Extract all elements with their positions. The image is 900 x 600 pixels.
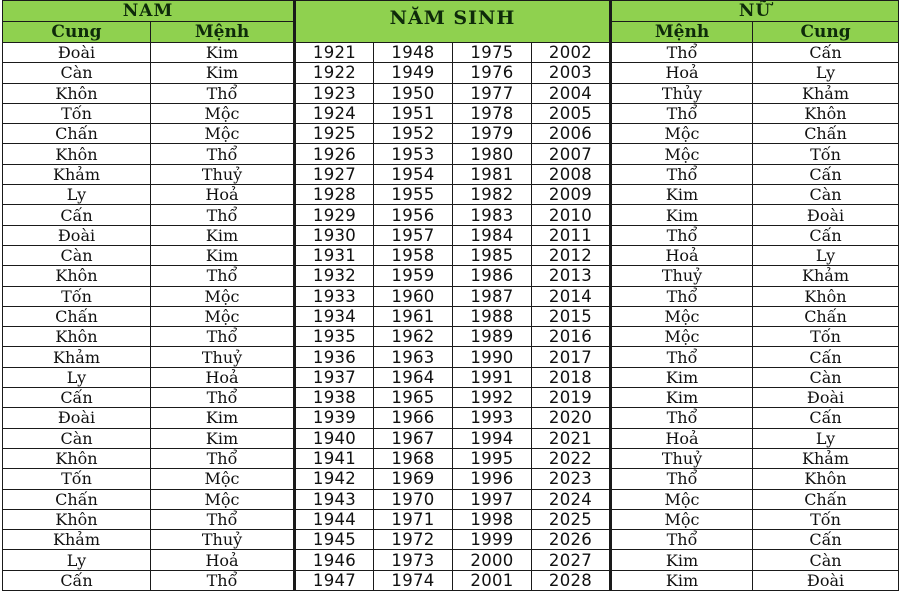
year-cell: 1968 (374, 448, 453, 468)
nu-menh-cell: Thổ (611, 469, 753, 489)
nu-menh-cell: Thổ (611, 530, 753, 550)
year-cell: 2017 (532, 347, 611, 367)
year-cell: 1962 (374, 327, 453, 347)
year-cell: 1999 (453, 530, 532, 550)
year-cell: 1994 (453, 428, 532, 448)
nu-menh-cell: Kim (611, 550, 753, 570)
table-row (3, 266, 899, 286)
table-row (3, 408, 899, 428)
year-cell: 1973 (374, 550, 453, 570)
table-row (3, 489, 899, 509)
year-cell: 1952 (374, 124, 453, 144)
nam-cung-cell: Cấn (3, 388, 151, 408)
nam-cung-cell: Khôn (3, 448, 151, 468)
nam-cung-cell: Đoài (3, 408, 151, 428)
year-cell: 2010 (532, 205, 611, 225)
year-cell: 2000 (453, 550, 532, 570)
nu-menh-cell: Kim (611, 570, 753, 590)
year-cell: 2023 (532, 469, 611, 489)
table-body (3, 43, 899, 591)
year-cell: 1925 (295, 124, 374, 144)
nu-menh-cell: Thổ (611, 225, 753, 245)
year-cell: 1964 (374, 367, 453, 387)
table-row (3, 63, 899, 83)
nu-cung-cell: Ly (753, 428, 899, 448)
header-nu-menh: Mệnh (611, 22, 753, 43)
year-cell: 2003 (532, 63, 611, 83)
year-cell: 1942 (295, 469, 374, 489)
year-cell: 1989 (453, 327, 532, 347)
table-row (3, 327, 899, 347)
nu-cung-cell: Càn (753, 367, 899, 387)
nu-cung-cell: Chấn (753, 489, 899, 509)
nam-cung-cell: Khôn (3, 266, 151, 286)
year-cell: 1939 (295, 408, 374, 428)
year-cell: 1944 (295, 509, 374, 529)
nu-cung-cell: Càn (753, 550, 899, 570)
year-cell: 1932 (295, 266, 374, 286)
year-cell: 1927 (295, 164, 374, 184)
table-row (3, 347, 899, 367)
year-cell: 1961 (374, 306, 453, 326)
nam-cung-cell: Khảm (3, 530, 151, 550)
year-cell: 1984 (453, 225, 532, 245)
year-cell: 1921 (295, 43, 374, 63)
year-cell: 1978 (453, 103, 532, 123)
year-cell: 1933 (295, 286, 374, 306)
year-cell: 1945 (295, 530, 374, 550)
nu-cung-cell: Cấn (753, 164, 899, 184)
table-row (3, 306, 899, 326)
nu-menh-cell: Thổ (611, 286, 753, 306)
year-cell: 1954 (374, 164, 453, 184)
year-cell: 1990 (453, 347, 532, 367)
nam-menh-cell: Mộc (151, 286, 295, 306)
year-cell: 1985 (453, 245, 532, 265)
nu-menh-cell: Mộc (611, 124, 753, 144)
table-row (3, 225, 899, 245)
year-cell: 2018 (532, 367, 611, 387)
year-cell: 1976 (453, 63, 532, 83)
table-row (3, 448, 899, 468)
nam-menh-cell: Mộc (151, 103, 295, 123)
header-nu-cung: Cung (753, 22, 899, 43)
table-row (3, 428, 899, 448)
year-cell: 1951 (374, 103, 453, 123)
year-cell: 1967 (374, 428, 453, 448)
nu-cung-cell: Khôn (753, 469, 899, 489)
year-cell: 1993 (453, 408, 532, 428)
nu-menh-cell: Thổ (611, 164, 753, 184)
year-cell: 1991 (453, 367, 532, 387)
year-cell: 1975 (453, 43, 532, 63)
table-row (3, 367, 899, 387)
year-cell: 2007 (532, 144, 611, 164)
header-nam: NAM (3, 1, 295, 22)
table-row (3, 144, 899, 164)
table-row (3, 388, 899, 408)
table-row (3, 286, 899, 306)
nam-cung-cell: Càn (3, 428, 151, 448)
nu-menh-cell: Hoả (611, 245, 753, 265)
year-cell: 2025 (532, 509, 611, 529)
nu-cung-cell: Chấn (753, 306, 899, 326)
year-cell: 1974 (374, 570, 453, 590)
table-row (3, 550, 899, 570)
header-nam-sinh: NĂM SINH (295, 1, 611, 43)
year-cell: 1950 (374, 83, 453, 103)
year-cell: 2011 (532, 225, 611, 245)
nam-menh-cell: Thổ (151, 509, 295, 529)
nu-menh-cell: Mộc (611, 489, 753, 509)
year-cell: 1971 (374, 509, 453, 529)
nu-cung-cell: Cấn (753, 43, 899, 63)
table-row (3, 185, 899, 205)
year-cell: 1959 (374, 266, 453, 286)
table-row (3, 124, 899, 144)
year-cell: 1949 (374, 63, 453, 83)
nu-cung-cell: Chấn (753, 124, 899, 144)
year-cell: 2021 (532, 428, 611, 448)
nam-menh-cell: Mộc (151, 489, 295, 509)
nam-cung-cell: Khảm (3, 347, 151, 367)
nu-menh-cell: Thổ (611, 347, 753, 367)
table-header (3, 1, 899, 43)
nam-menh-cell: Kim (151, 428, 295, 448)
nam-menh-cell: Thổ (151, 205, 295, 225)
nam-menh-cell: Thuỷ (151, 164, 295, 184)
nu-cung-cell: Ly (753, 63, 899, 83)
year-cell: 1929 (295, 205, 374, 225)
nu-cung-cell: Khôn (753, 103, 899, 123)
year-cell: 2016 (532, 327, 611, 347)
year-cell: 2002 (532, 43, 611, 63)
nu-menh-cell: Kim (611, 185, 753, 205)
nam-cung-cell: Khảm (3, 164, 151, 184)
nam-menh-cell: Mộc (151, 469, 295, 489)
year-cell: 1966 (374, 408, 453, 428)
nam-menh-cell: Thuỷ (151, 347, 295, 367)
nu-cung-cell: Cấn (753, 408, 899, 428)
year-cell: 1956 (374, 205, 453, 225)
nu-menh-cell: Mộc (611, 306, 753, 326)
table-row (3, 509, 899, 529)
nu-menh-cell: Mộc (611, 509, 753, 529)
nu-cung-cell: Khôn (753, 286, 899, 306)
year-cell: 1970 (374, 489, 453, 509)
nam-cung-cell: Khôn (3, 144, 151, 164)
nu-cung-cell: Cấn (753, 225, 899, 245)
year-cell: 1996 (453, 469, 532, 489)
nam-menh-cell: Thổ (151, 570, 295, 590)
year-cell: 1953 (374, 144, 453, 164)
year-cell: 1928 (295, 185, 374, 205)
nam-menh-cell: Thổ (151, 144, 295, 164)
year-cell: 1935 (295, 327, 374, 347)
nam-cung-cell: Càn (3, 63, 151, 83)
year-cell: 1943 (295, 489, 374, 509)
nam-menh-cell: Thổ (151, 388, 295, 408)
year-cell: 2020 (532, 408, 611, 428)
nam-cung-cell: Ly (3, 367, 151, 387)
header-nam-menh: Mệnh (151, 22, 295, 43)
year-cell: 1940 (295, 428, 374, 448)
year-cell: 1955 (374, 185, 453, 205)
nam-cung-cell: Khôn (3, 509, 151, 529)
nu-cung-cell: Cấn (753, 530, 899, 550)
nu-cung-cell: Tốn (753, 327, 899, 347)
table-row (3, 530, 899, 550)
year-cell: 1998 (453, 509, 532, 529)
table-row (3, 570, 899, 590)
nam-cung-cell: Ly (3, 550, 151, 570)
nam-menh-cell: Thổ (151, 83, 295, 103)
nu-menh-cell: Thổ (611, 408, 753, 428)
nam-cung-cell: Khôn (3, 327, 151, 347)
year-cell: 2028 (532, 570, 611, 590)
year-cell: 1947 (295, 570, 374, 590)
year-cell: 1969 (374, 469, 453, 489)
nam-cung-cell: Chấn (3, 124, 151, 144)
nam-menh-cell: Hoả (151, 367, 295, 387)
nu-cung-cell: Cấn (753, 347, 899, 367)
nu-cung-cell: Khảm (753, 83, 899, 103)
nam-menh-cell: Kim (151, 43, 295, 63)
nam-cung-cell: Chấn (3, 306, 151, 326)
nam-menh-cell: Kim (151, 63, 295, 83)
year-cell: 1941 (295, 448, 374, 468)
nu-cung-cell: Ly (753, 245, 899, 265)
year-cell: 1924 (295, 103, 374, 123)
year-cell: 1922 (295, 63, 374, 83)
nu-menh-cell: Thuỷ (611, 448, 753, 468)
nam-cung-cell: Đoài (3, 43, 151, 63)
year-cell: 2009 (532, 185, 611, 205)
year-cell: 1931 (295, 245, 374, 265)
nam-menh-cell: Mộc (151, 306, 295, 326)
nu-menh-cell: Thổ (611, 43, 753, 63)
year-cell: 2012 (532, 245, 611, 265)
year-cell: 1997 (453, 489, 532, 509)
nam-menh-cell: Thổ (151, 327, 295, 347)
year-cell: 2019 (532, 388, 611, 408)
nam-cung-cell: Đoài (3, 225, 151, 245)
nu-menh-cell: Thổ (611, 103, 753, 123)
year-cell: 2008 (532, 164, 611, 184)
year-cell: 2022 (532, 448, 611, 468)
year-cell: 2026 (532, 530, 611, 550)
nam-menh-cell: Thổ (151, 448, 295, 468)
year-cell: 2013 (532, 266, 611, 286)
nu-menh-cell: Thủy (611, 83, 753, 103)
nu-menh-cell: Kim (611, 367, 753, 387)
table-row (3, 83, 899, 103)
year-cell: 1983 (453, 205, 532, 225)
nu-cung-cell: Đoài (753, 388, 899, 408)
nu-cung-cell: Đoài (753, 205, 899, 225)
table-row (3, 43, 899, 63)
nam-cung-cell: Chấn (3, 489, 151, 509)
year-cell: 2027 (532, 550, 611, 570)
nam-menh-cell: Hoả (151, 185, 295, 205)
year-cell: 1937 (295, 367, 374, 387)
year-cell: 1923 (295, 83, 374, 103)
nu-cung-cell: Tốn (753, 144, 899, 164)
year-cell: 2014 (532, 286, 611, 306)
year-cell: 1958 (374, 245, 453, 265)
year-cell: 1992 (453, 388, 532, 408)
year-cell: 1934 (295, 306, 374, 326)
year-cell: 1926 (295, 144, 374, 164)
year-cell: 1960 (374, 286, 453, 306)
year-cell: 1979 (453, 124, 532, 144)
nam-menh-cell: Mộc (151, 124, 295, 144)
nam-menh-cell: Thuỷ (151, 530, 295, 550)
year-cell: 1936 (295, 347, 374, 367)
nam-cung-cell: Cấn (3, 205, 151, 225)
year-cell: 2024 (532, 489, 611, 509)
nu-menh-cell: Mộc (611, 144, 753, 164)
nu-cung-cell: Khảm (753, 266, 899, 286)
nu-menh-cell: Mộc (611, 327, 753, 347)
table-row (3, 164, 899, 184)
nam-menh-cell: Kim (151, 225, 295, 245)
header-nu: NỮ (611, 1, 899, 22)
table-row (3, 245, 899, 265)
year-cell: 1948 (374, 43, 453, 63)
header-nam-cung: Cung (3, 22, 151, 43)
menh-cung-table (2, 0, 899, 591)
nam-cung-cell: Cấn (3, 570, 151, 590)
year-cell: 1986 (453, 266, 532, 286)
year-cell: 1938 (295, 388, 374, 408)
nam-cung-cell: Tốn (3, 103, 151, 123)
year-cell: 2004 (532, 83, 611, 103)
year-cell: 1957 (374, 225, 453, 245)
nu-menh-cell: Kim (611, 205, 753, 225)
year-cell: 1946 (295, 550, 374, 570)
nam-menh-cell: Kim (151, 245, 295, 265)
year-cell: 1981 (453, 164, 532, 184)
table-row (3, 469, 899, 489)
nu-menh-cell: Kim (611, 388, 753, 408)
nu-menh-cell: Thuỷ (611, 266, 753, 286)
year-cell: 1988 (453, 306, 532, 326)
nu-cung-cell: Tốn (753, 509, 899, 529)
nam-menh-cell: Kim (151, 408, 295, 428)
year-cell: 1987 (453, 286, 532, 306)
nam-menh-cell: Thổ (151, 266, 295, 286)
year-cell: 1963 (374, 347, 453, 367)
year-cell: 1995 (453, 448, 532, 468)
nu-cung-cell: Khảm (753, 448, 899, 468)
nu-menh-cell: Hoả (611, 63, 753, 83)
year-cell: 1930 (295, 225, 374, 245)
year-cell: 2001 (453, 570, 532, 590)
nam-cung-cell: Ly (3, 185, 151, 205)
year-cell: 1972 (374, 530, 453, 550)
year-cell: 1980 (453, 144, 532, 164)
nu-cung-cell: Đoài (753, 570, 899, 590)
nam-cung-cell: Khôn (3, 83, 151, 103)
table-row (3, 103, 899, 123)
year-cell: 2015 (532, 306, 611, 326)
year-cell: 1965 (374, 388, 453, 408)
nu-cung-cell: Càn (753, 185, 899, 205)
nam-menh-cell: Hoả (151, 550, 295, 570)
year-cell: 1982 (453, 185, 532, 205)
nu-menh-cell: Hoả (611, 428, 753, 448)
table-row (3, 205, 899, 225)
nam-cung-cell: Tốn (3, 286, 151, 306)
year-cell: 2005 (532, 103, 611, 123)
nam-cung-cell: Càn (3, 245, 151, 265)
year-cell: 1977 (453, 83, 532, 103)
nam-cung-cell: Tốn (3, 469, 151, 489)
year-cell: 2006 (532, 124, 611, 144)
